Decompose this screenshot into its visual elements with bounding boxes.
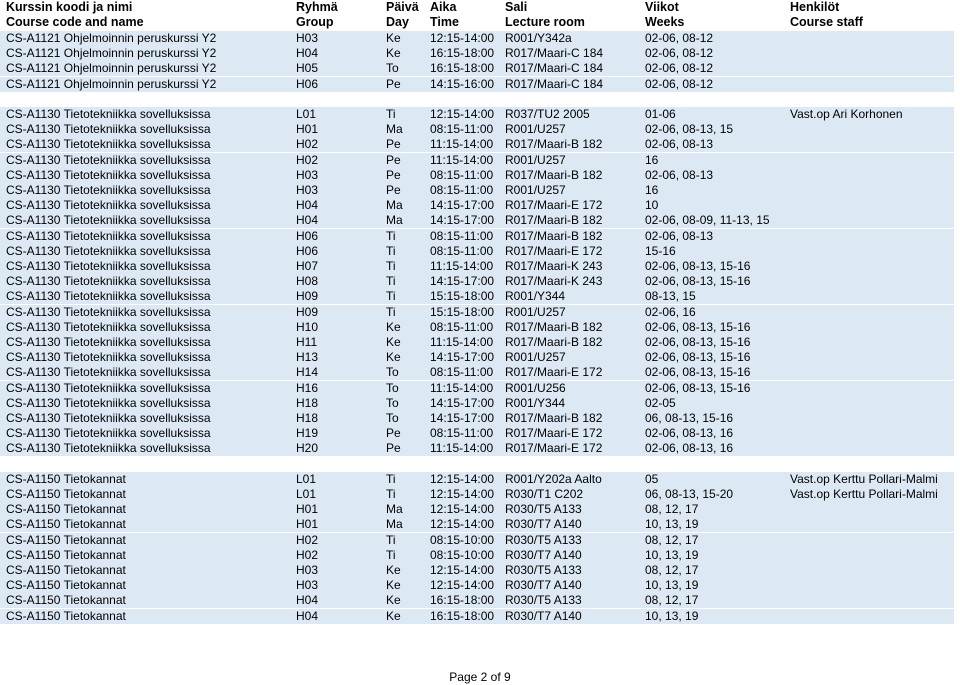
- cell-group: H07: [296, 259, 319, 273]
- cell-weeks: 16: [645, 152, 659, 167]
- cell-room: R001/U257: [505, 183, 566, 197]
- cell-day: To: [386, 61, 399, 76]
- cell-course: CS-A1130 Tietotekniikka sovelluksissa: [6, 107, 211, 121]
- cell-time: 16:15-18:00: [430, 46, 495, 61]
- cell-weeks: 08, 12, 17: [645, 563, 699, 577]
- table-row: [0, 365, 954, 380]
- cell-group: H01: [296, 502, 319, 517]
- cell-course: CS-A1150 Tietokannat: [6, 471, 126, 486]
- cell-group: H01: [296, 122, 319, 137]
- cell-room: R001/U257: [505, 304, 566, 319]
- cell-course: CS-A1121 Ohjelmoinnin peruskurssi Y2: [6, 61, 217, 76]
- cell-time: 14:15-17:00: [430, 395, 495, 410]
- cell-weeks: 02-06, 08-12: [645, 31, 714, 45]
- header-room: [505, 0, 585, 30]
- cell-day: Ma: [386, 213, 403, 228]
- cell-room: R030/T7 A140: [505, 547, 582, 562]
- cell-group: L01: [296, 487, 317, 501]
- cell-weeks: 02-06, 08-13, 15-16: [645, 335, 751, 349]
- row-spacer: [0, 457, 954, 472]
- table-row: [0, 289, 954, 304]
- cell-time: 15:15-18:00: [430, 304, 495, 319]
- cell-day: Ma: [386, 122, 403, 137]
- cell-day: Ti: [386, 304, 396, 319]
- cell-time: 14:15-17:00: [430, 350, 495, 365]
- cell-group: H06: [296, 243, 319, 258]
- cell-time: 15:15-18:00: [430, 289, 495, 304]
- table-row: [0, 502, 954, 517]
- cell-room: R037/TU2 2005: [505, 107, 590, 121]
- cell-room: R030/T7 A140: [505, 517, 582, 532]
- cell-day: Ti: [386, 471, 396, 486]
- cell-course: CS-A1130 Tietotekniikka sovelluksissa: [6, 365, 211, 380]
- cell-weeks: 02-06, 08-13, 15-16: [645, 350, 751, 365]
- cell-course: CS-A1130 Tietotekniikka sovelluksissa: [6, 259, 211, 273]
- cell-course: CS-A1130 Tietotekniikka sovelluksissa: [6, 426, 211, 441]
- cell-room: R030/T7 A140: [505, 608, 582, 623]
- cell-time: 14:15-17:00: [430, 198, 495, 213]
- cell-weeks: 15-16: [645, 243, 676, 258]
- cell-room: R030/T5 A133: [505, 563, 582, 577]
- cell-day: Ke: [386, 31, 401, 45]
- cell-weeks: 08, 12, 17: [645, 532, 699, 547]
- cell-weeks: 02-06, 08-12: [645, 46, 714, 61]
- table-row: [0, 335, 954, 350]
- cell-time: 14:15-17:00: [430, 411, 495, 425]
- cell-room: R001/Y344: [505, 289, 566, 304]
- cell-room: R017/Maari-B 182: [505, 167, 603, 182]
- cell-time: 08:15-11:00: [430, 228, 494, 243]
- cell-staff: Vast.op Ari Korhonen: [790, 107, 903, 121]
- cell-group: H14: [296, 365, 319, 380]
- cell-room: R017/Maari-E 172: [505, 426, 603, 441]
- cell-weeks: 02-06, 08-12: [645, 76, 714, 91]
- cell-weeks: 10, 13, 19: [645, 578, 699, 593]
- cell-day: Pe: [386, 426, 401, 441]
- cell-group: H03: [296, 578, 319, 593]
- cell-room: R017/Maari-B 182: [505, 411, 603, 425]
- cell-room: R017/Maari-B 182: [505, 319, 603, 334]
- header-weeks-en: Weeks: [645, 15, 685, 29]
- cell-day: Ma: [386, 198, 403, 213]
- table-row: [0, 229, 954, 244]
- cell-group: H18: [296, 411, 319, 425]
- cell-room: R017/Maari-B 182: [505, 228, 603, 243]
- cell-day: To: [386, 395, 399, 410]
- cell-weeks: 02-06, 08-13, 15-16: [645, 319, 751, 334]
- cell-course: CS-A1150 Tietokannat: [6, 532, 126, 547]
- cell-time: 14:15-17:00: [430, 213, 495, 228]
- cell-group: H02: [296, 547, 319, 562]
- cell-room: R030/T5 A133: [505, 532, 582, 547]
- table-row: [0, 122, 954, 137]
- cell-group: H10: [296, 319, 319, 334]
- cell-course: CS-A1150 Tietokannat: [6, 608, 126, 623]
- cell-course: CS-A1130 Tietotekniikka sovelluksissa: [6, 228, 211, 243]
- cell-day: Pe: [386, 441, 401, 456]
- cell-time: 12:15-14:00: [430, 578, 495, 593]
- cell-room: R001/U256: [505, 380, 566, 395]
- table-row: [0, 411, 954, 426]
- cell-course: CS-A1130 Tietotekniikka sovelluksissa: [6, 167, 211, 182]
- cell-weeks: 16: [645, 183, 659, 197]
- cell-group: H03: [296, 563, 319, 577]
- cell-course: CS-A1121 Ohjelmoinnin peruskurssi Y2: [6, 31, 217, 45]
- cell-course: CS-A1130 Tietotekniikka sovelluksissa: [6, 319, 211, 334]
- cell-course: CS-A1150 Tietokannat: [6, 547, 126, 562]
- cell-room: R017/Maari-B 182: [505, 213, 603, 228]
- cell-course: CS-A1130 Tietotekniikka sovelluksissa: [6, 152, 211, 167]
- cell-day: Pe: [386, 152, 401, 167]
- cell-time: 08:15-11:00: [430, 122, 494, 137]
- table-row: [0, 593, 954, 608]
- cell-course: CS-A1130 Tietotekniikka sovelluksissa: [6, 274, 211, 289]
- row-spacer: [0, 92, 954, 107]
- cell-room: R017/Maari-B 182: [505, 137, 603, 152]
- cell-weeks: 06, 08-13, 15-20: [645, 487, 734, 501]
- cell-group: H11: [296, 335, 318, 349]
- cell-group: H03: [296, 183, 319, 197]
- cell-day: Ti: [386, 532, 396, 547]
- table-row: [0, 426, 954, 441]
- cell-weeks: 02-06, 08-13: [645, 228, 714, 243]
- header-group-en: Group: [296, 15, 334, 29]
- table-row: [0, 609, 954, 624]
- cell-group: H04: [296, 593, 319, 608]
- table-row: [0, 441, 954, 456]
- cell-weeks: 02-06, 08-13, 15-16: [645, 365, 751, 380]
- cell-time: 08:15-10:00: [430, 532, 495, 547]
- cell-course: CS-A1130 Tietotekniikka sovelluksissa: [6, 289, 211, 304]
- cell-staff: Vast.op Kerttu Pollari-Malmi: [790, 471, 938, 486]
- cell-room: R017/Maari-C 184: [505, 46, 604, 61]
- table-row: [0, 563, 954, 578]
- cell-course: CS-A1130 Tietotekniikka sovelluksissa: [6, 380, 211, 395]
- cell-time: 08:15-11:00: [430, 243, 494, 258]
- cell-day: Ti: [386, 259, 396, 273]
- cell-group: H03: [296, 167, 319, 182]
- cell-course: CS-A1130 Tietotekniikka sovelluksissa: [6, 198, 211, 213]
- cell-room: R017/Maari-C 184: [505, 76, 604, 91]
- cell-day: To: [386, 380, 399, 395]
- cell-course: CS-A1130 Tietotekniikka sovelluksissa: [6, 213, 211, 228]
- cell-group: H13: [296, 350, 319, 365]
- cell-day: Ke: [386, 46, 401, 61]
- table-row: [0, 396, 954, 411]
- cell-day: Pe: [386, 76, 401, 91]
- cell-room: R017/Maari-B 182: [505, 335, 603, 349]
- cell-room: R017/Maari-E 172: [505, 243, 603, 258]
- cell-day: Ke: [386, 563, 401, 577]
- cell-weeks: 02-06, 08-12: [645, 61, 714, 76]
- cell-course: CS-A1130 Tietotekniikka sovelluksissa: [6, 122, 211, 137]
- cell-day: Ti: [386, 547, 396, 562]
- cell-day: Ke: [386, 578, 401, 593]
- cell-weeks: 10, 13, 19: [645, 608, 699, 623]
- cell-weeks: 02-06, 08-13, 15-16: [645, 380, 751, 395]
- cell-group: H02: [296, 137, 319, 152]
- cell-day: Ti: [386, 289, 396, 304]
- header-course-en: Course code and name: [6, 15, 144, 29]
- header-room-en: Lecture room: [505, 15, 585, 29]
- cell-course: CS-A1150 Tietokannat: [6, 563, 126, 577]
- cell-time: 08:15-11:00: [430, 167, 494, 182]
- cell-day: Ma: [386, 502, 403, 517]
- cell-weeks: 10: [645, 198, 659, 213]
- cell-group: H04: [296, 608, 319, 623]
- table-row: [0, 107, 954, 122]
- cell-room: R001/U257: [505, 122, 566, 137]
- cell-course: CS-A1121 Ohjelmoinnin peruskurssi Y2: [6, 76, 217, 91]
- cell-day: To: [386, 365, 399, 380]
- table-row: [0, 472, 954, 487]
- cell-day: Ti: [386, 274, 396, 289]
- header-staff-en: Course staff: [790, 15, 863, 29]
- cell-time: 16:15-18:00: [430, 61, 495, 76]
- cell-weeks: 02-06, 08-13, 15: [645, 122, 734, 137]
- cell-group: H06: [296, 228, 319, 243]
- cell-time: 08:15-10:00: [430, 547, 495, 562]
- cell-room: R001/U257: [505, 350, 566, 365]
- cell-course: CS-A1150 Tietokannat: [6, 578, 126, 593]
- cell-weeks: 02-06, 08-09, 11-13, 15: [645, 213, 770, 228]
- cell-day: Pe: [386, 167, 401, 182]
- cell-time: 08:15-11:00: [430, 183, 494, 197]
- cell-staff: Vast.op Kerttu Pollari-Malmi: [790, 487, 938, 501]
- cell-day: Pe: [386, 137, 401, 152]
- cell-group: H16: [296, 380, 319, 395]
- cell-day: Ti: [386, 487, 396, 501]
- table-row: [0, 46, 954, 61]
- cell-weeks: 02-06, 16: [645, 304, 696, 319]
- header-time: [430, 0, 459, 30]
- cell-group: H02: [296, 532, 319, 547]
- cell-weeks: 02-06, 08-13, 16: [645, 441, 734, 456]
- cell-room: R017/Maari-E 172: [505, 198, 603, 213]
- table-row: [0, 517, 954, 532]
- cell-time: 12:15-14:00: [430, 563, 495, 577]
- cell-weeks: 01-06: [645, 107, 676, 121]
- cell-course: CS-A1150 Tietokannat: [6, 502, 126, 517]
- cell-room: R030/T1 C202: [505, 487, 584, 501]
- cell-time: 11:15-14:00: [430, 152, 494, 167]
- table-row: [0, 305, 954, 320]
- cell-weeks: 02-06, 08-13, 15-16: [645, 274, 751, 289]
- cell-weeks: 02-06, 08-13: [645, 137, 714, 152]
- cell-room: R030/T7 A140: [505, 578, 582, 593]
- cell-group: H04: [296, 213, 319, 228]
- table-row: [0, 350, 954, 365]
- header-course: [6, 0, 144, 30]
- cell-group: H04: [296, 198, 319, 213]
- table-row: [0, 77, 954, 92]
- table-row: [0, 487, 954, 502]
- table-row: [0, 244, 954, 259]
- cell-group: H18: [296, 395, 319, 410]
- table-row: [0, 153, 954, 168]
- cell-time: 08:15-11:00: [430, 319, 494, 334]
- cell-day: Ti: [386, 228, 396, 243]
- header-group-fi: Ryhmä: [296, 0, 338, 14]
- cell-course: CS-A1150 Tietokannat: [6, 593, 126, 608]
- cell-weeks: 08, 12, 17: [645, 502, 699, 517]
- header-time-fi: Aika: [430, 0, 457, 14]
- table-row: [0, 578, 954, 593]
- cell-weeks: 06, 08-13, 15-16: [645, 411, 734, 425]
- cell-day: Ma: [386, 517, 403, 532]
- cell-group: H04: [296, 46, 319, 61]
- table-header: [6, 0, 956, 30]
- cell-time: 14:15-17:00: [430, 274, 495, 289]
- header-time-en: Time: [430, 15, 459, 29]
- header-room-fi: Sali: [505, 0, 528, 14]
- table-row: [0, 320, 954, 335]
- cell-time: 16:15-18:00: [430, 593, 495, 608]
- cell-day: Ti: [386, 107, 396, 121]
- cell-time: 11:15-14:00: [430, 137, 494, 152]
- header-course-fi: Kurssin koodi ja nimi: [6, 0, 133, 14]
- cell-room: R017/Maari-E 172: [505, 365, 603, 380]
- cell-day: Ke: [386, 593, 401, 608]
- cell-day: Ke: [386, 350, 401, 365]
- cell-course: CS-A1130 Tietotekniikka sovelluksissa: [6, 350, 211, 365]
- cell-weeks: 02-06, 08-13, 16: [645, 426, 734, 441]
- cell-time: 08:15-11:00: [430, 426, 494, 441]
- cell-day: Ke: [386, 335, 401, 349]
- cell-time: 11:15-14:00: [430, 380, 494, 395]
- cell-day: Ke: [386, 319, 401, 334]
- table-row: [0, 548, 954, 563]
- cell-room: R017/Maari-K 243: [505, 274, 603, 289]
- header-group: [296, 0, 338, 30]
- cell-course: CS-A1150 Tietokannat: [6, 517, 126, 532]
- cell-group: H09: [296, 304, 319, 319]
- cell-room: R001/Y342a: [505, 31, 572, 45]
- cell-weeks: 02-05: [645, 395, 676, 410]
- cell-weeks: 10, 13, 19: [645, 517, 699, 532]
- cell-time: 11:15-14:00: [430, 441, 494, 456]
- cell-time: 12:15-14:00: [430, 31, 495, 45]
- cell-day: Ke: [386, 608, 401, 623]
- cell-group: L01: [296, 107, 317, 121]
- cell-time: 12:15-14:00: [430, 107, 495, 121]
- cell-time: 16:15-18:00: [430, 608, 495, 623]
- header-weeks-fi: Viikot: [645, 0, 679, 14]
- table-row: [0, 183, 954, 198]
- cell-time: 12:15-14:00: [430, 502, 495, 517]
- table-row: [0, 213, 954, 228]
- header-weeks: [645, 0, 684, 30]
- table-row: [0, 381, 954, 396]
- cell-course: CS-A1130 Tietotekniikka sovelluksissa: [6, 395, 211, 410]
- cell-course: CS-A1130 Tietotekniikka sovelluksissa: [6, 411, 211, 425]
- cell-room: R030/T5 A133: [505, 593, 582, 608]
- cell-course: CS-A1130 Tietotekniikka sovelluksissa: [6, 441, 211, 456]
- cell-room: R017/Maari-K 243: [505, 259, 603, 273]
- table-row: [0, 533, 954, 548]
- table-row: [0, 61, 954, 76]
- header-day: [386, 0, 419, 30]
- cell-weeks: 08-13, 15: [645, 289, 696, 304]
- table-row: [0, 274, 954, 289]
- header-day-fi: Päivä: [386, 0, 419, 14]
- cell-time: 12:15-14:00: [430, 487, 495, 501]
- cell-day: Pe: [386, 183, 401, 197]
- cell-room: R017/Maari-E 172: [505, 441, 603, 456]
- header-staff: [790, 0, 863, 30]
- header-day-en: Day: [386, 15, 409, 29]
- cell-group: H20: [296, 441, 319, 456]
- cell-room: R001/U257: [505, 152, 566, 167]
- cell-course: CS-A1130 Tietotekniikka sovelluksissa: [6, 335, 211, 349]
- cell-weeks: 02-06, 08-13: [645, 167, 714, 182]
- cell-course: CS-A1130 Tietotekniikka sovelluksissa: [6, 243, 211, 258]
- cell-group: H19: [296, 426, 319, 441]
- cell-group: H08: [296, 274, 319, 289]
- cell-group: H05: [296, 61, 319, 76]
- cell-group: H06: [296, 76, 319, 91]
- page-number: Page 2 of 9: [449, 670, 511, 684]
- cell-day: Ti: [386, 243, 396, 258]
- cell-group: H02: [296, 152, 319, 167]
- cell-group: H09: [296, 289, 319, 304]
- cell-time: 11:15-14:00: [430, 259, 494, 273]
- cell-weeks: 05: [645, 471, 659, 486]
- cell-group: L01: [296, 471, 317, 486]
- cell-weeks: 02-06, 08-13, 15-16: [645, 259, 751, 273]
- table-row: [0, 31, 954, 46]
- cell-group: H03: [296, 31, 319, 45]
- table-row: [0, 259, 954, 274]
- cell-weeks: 10, 13, 19: [645, 547, 699, 562]
- cell-time: 08:15-11:00: [430, 365, 494, 380]
- cell-group: H01: [296, 517, 319, 532]
- table-row: [0, 137, 954, 152]
- header-staff-fi: Henkilöt: [790, 0, 840, 14]
- table-row: [0, 198, 954, 213]
- cell-course: CS-A1130 Tietotekniikka sovelluksissa: [6, 304, 211, 319]
- cell-course: CS-A1130 Tietotekniikka sovelluksissa: [6, 183, 211, 197]
- cell-room: R030/T5 A133: [505, 502, 582, 517]
- cell-time: 12:15-14:00: [430, 517, 495, 532]
- table-row: [0, 168, 954, 183]
- cell-room: R001/Y202a Aalto: [505, 471, 602, 486]
- cell-course: CS-A1130 Tietotekniikka sovelluksissa: [6, 137, 211, 152]
- cell-time: 12:15-14:00: [430, 471, 495, 486]
- cell-time: 14:15-16:00: [430, 76, 495, 91]
- cell-room: R017/Maari-C 184: [505, 61, 604, 76]
- cell-course: CS-A1150 Tietokannat: [6, 487, 126, 501]
- cell-course: CS-A1121 Ohjelmoinnin peruskurssi Y2: [6, 46, 217, 61]
- cell-time: 11:15-14:00: [430, 335, 494, 349]
- cell-day: To: [386, 411, 399, 425]
- cell-room: R001/Y344: [505, 395, 566, 410]
- cell-weeks: 08, 12, 17: [645, 593, 699, 608]
